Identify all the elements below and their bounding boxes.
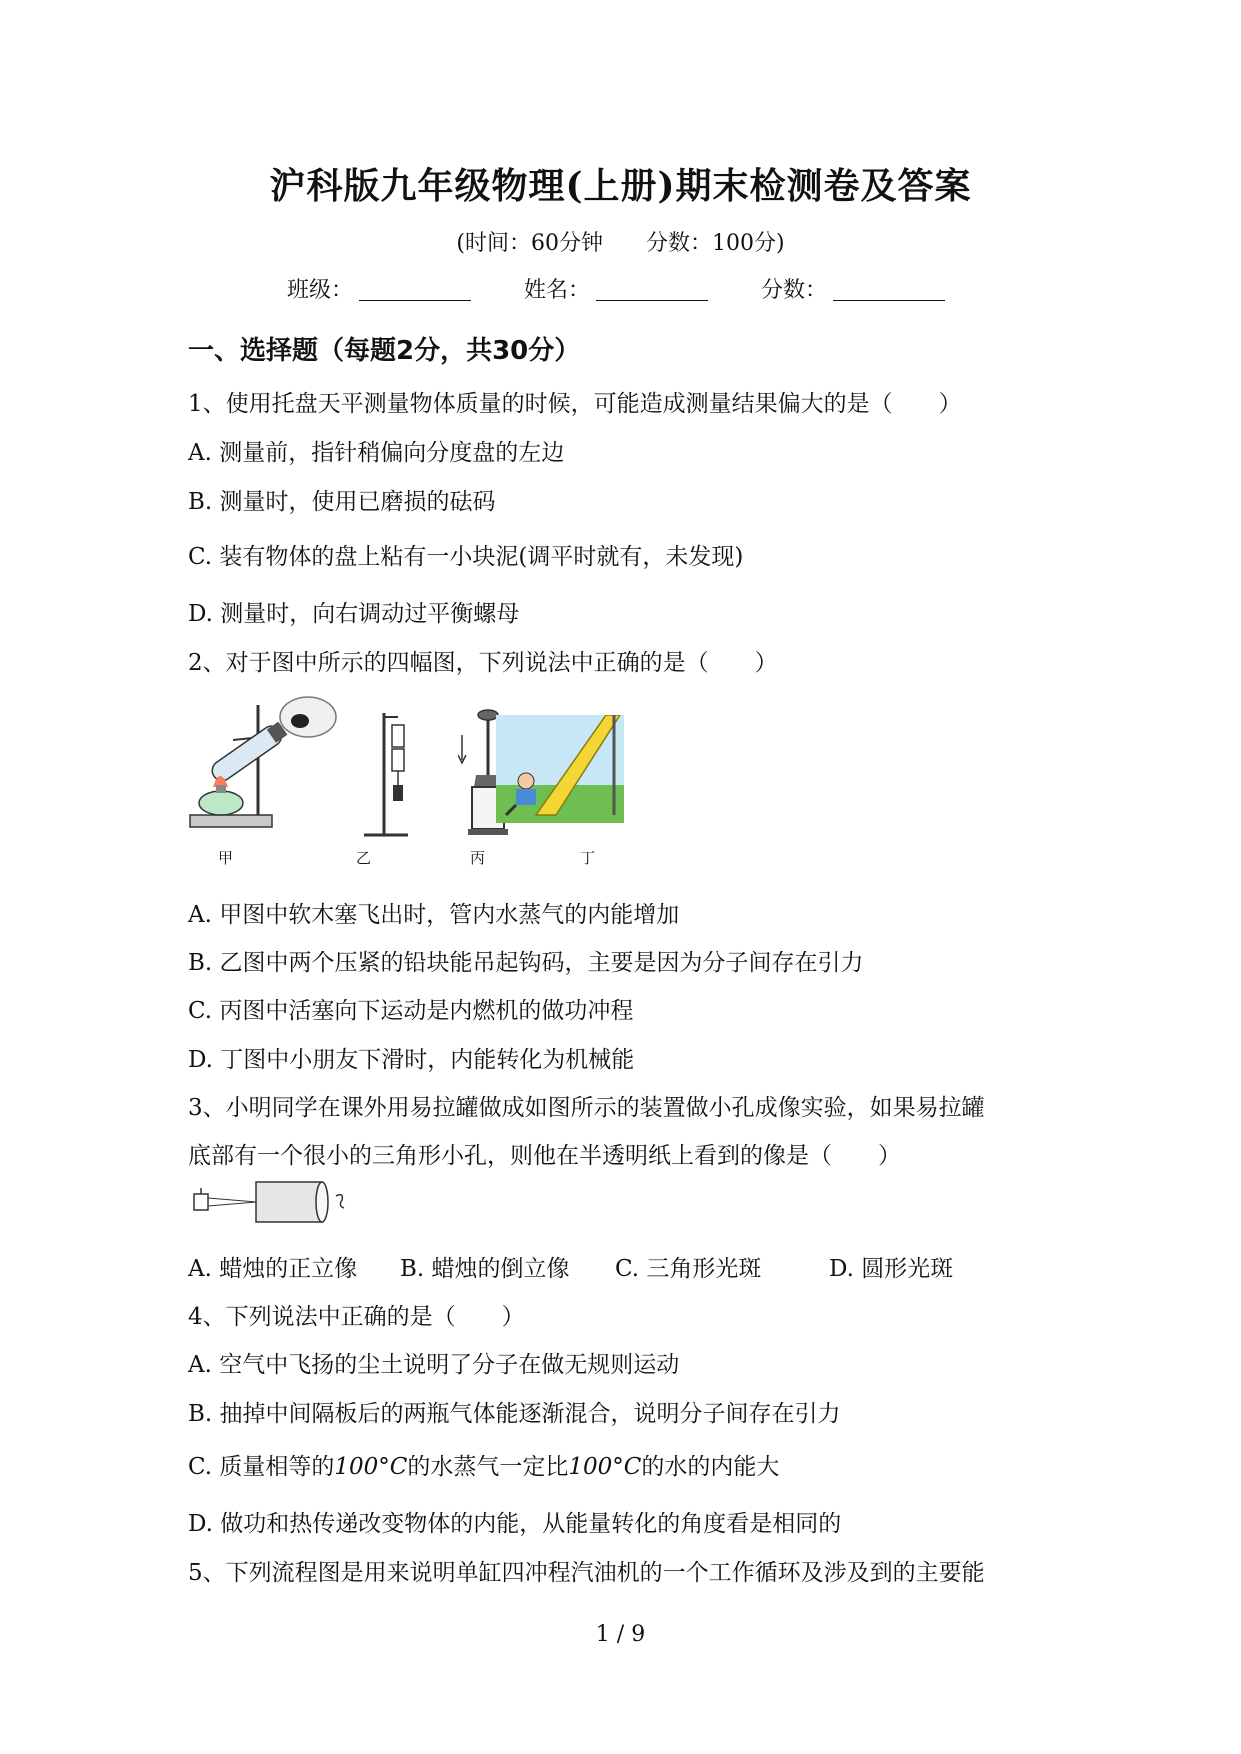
q5-stem: 5、下列流程图是用来说明单缸四冲程汽油机的一个工作循环及涉及到的主要能	[188, 1560, 985, 1586]
figure-ding-slide	[496, 715, 626, 825]
q4-option-c-part3: 的水的内能大	[641, 1454, 780, 1480]
class-label: 班级：	[287, 278, 354, 303]
figure-yi-lead-blocks	[356, 695, 416, 845]
q3-stem-line2: 底部有一个很小的三角形小孔，则他在半透明纸上看到的像是（ ）	[188, 1143, 901, 1169]
time-info: (时间：60分钟	[456, 231, 603, 256]
score-blank[interactable]	[833, 278, 945, 301]
q3-option-a: A. 蜡烛的正立像	[188, 1256, 358, 1282]
q1-option-d: D. 测量时，向右调动过平衡螺母	[188, 601, 520, 627]
q4-stem: 4、下列说法中正确的是（ ）	[188, 1304, 525, 1330]
q4-option-c-part1: C. 质量相等的	[188, 1454, 335, 1480]
figure-label-bing: 丙	[470, 849, 486, 867]
q3-option-c: C. 三角形光斑	[615, 1256, 762, 1282]
figure-label-jia: 甲	[218, 849, 234, 867]
page-number: 1 / 9	[595, 1622, 646, 1647]
name-label: 姓名：	[524, 278, 591, 303]
q3-option-d: D. 圆形光斑	[829, 1256, 954, 1282]
score-label: 分数：	[761, 278, 828, 303]
q2-option-d: D. 丁图中小朋友下滑时，内能转化为机械能	[188, 1047, 635, 1073]
q2-figures	[188, 695, 708, 875]
q4-option-c-part2: 的水蒸气一定比	[407, 1454, 569, 1480]
q4-option-d: D. 做功和热传递改变物体的内能，从能量转化的角度看是相同的	[188, 1511, 842, 1537]
q4-option-c	[188, 1448, 779, 1481]
q3-option-b: B. 蜡烛的倒立像	[400, 1256, 570, 1282]
score-info: 分数：100分)	[646, 231, 785, 256]
name-field[interactable]	[524, 273, 708, 304]
q4-option-b: B. 抽掉中间隔板后的两瓶气体能逐渐混合，说明分子间存在引力	[188, 1401, 841, 1427]
q1-option-a: A. 测量前，指针稍偏向分度盘的左边	[188, 440, 565, 466]
section-heading: 一、选择题（每题2分，共30分）	[188, 336, 581, 366]
q3-can-figure	[192, 1178, 352, 1228]
q4-temp-1: 100°C	[334, 1454, 408, 1480]
q1-option-b: B. 测量时，使用已磨损的砝码	[188, 489, 496, 515]
q3-stem-line1: 3、小明同学在课外用易拉罐做成如图所示的装置做小孔成像实验，如果易拉罐	[188, 1095, 985, 1121]
q4-option-a: A. 空气中飞扬的尘土说明了分子在做无规则运动	[188, 1352, 680, 1378]
q2-stem: 2、对于图中所示的四幅图，下列说法中正确的是（ ）	[188, 650, 778, 676]
figure-label-ding: 丁	[580, 849, 596, 867]
class-field[interactable]	[287, 273, 471, 304]
q2-option-b: B. 乙图中两个压紧的铅块能吊起钩码，主要是因为分子间存在引力	[188, 950, 864, 976]
class-blank[interactable]	[359, 278, 471, 301]
q4-temp-2: 100°C	[568, 1454, 642, 1480]
name-blank[interactable]	[596, 278, 708, 301]
exam-info	[0, 226, 1241, 257]
figure-jia-test-tube	[188, 695, 348, 845]
q2-option-a: A. 甲图中软木塞飞出时，管内水蒸气的内能增加	[188, 902, 680, 928]
page-title: 沪科版九年级物理(上册)期末检测卷及答案	[269, 165, 972, 207]
q1-option-c: C. 装有物体的盘上粘有一小块泥(调平时就有，未发现)	[188, 544, 744, 570]
score-field[interactable]	[761, 273, 945, 304]
q1-stem: 1、使用托盘天平测量物体质量的时候，可能造成测量结果偏大的是（ ）	[188, 391, 962, 417]
q2-option-c: C. 丙图中活塞向下运动是内燃机的做功冲程	[188, 998, 634, 1024]
figure-label-yi: 乙	[356, 849, 372, 867]
